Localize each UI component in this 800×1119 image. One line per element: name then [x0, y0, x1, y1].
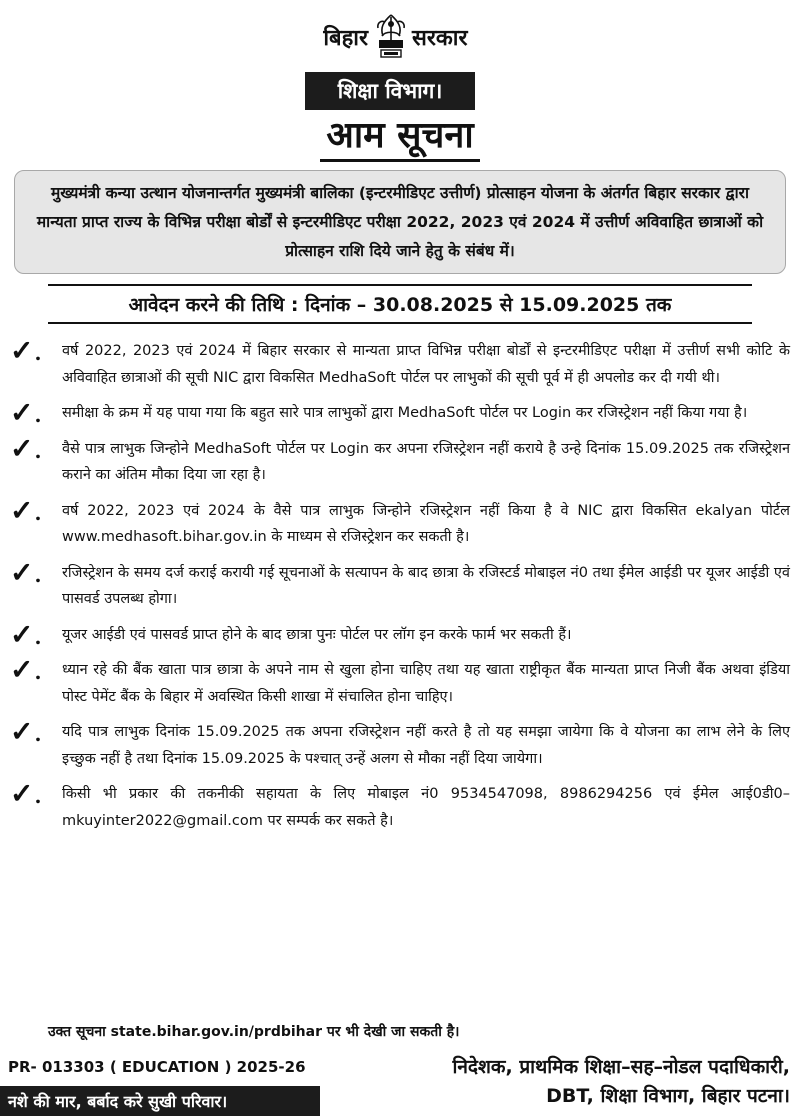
points-list [8, 334, 790, 834]
header-bihar-text: बिहार [323, 26, 368, 51]
point-text: वर्ष 2022, 2023 एवं 2024 के वैसे पात्र लाभुक जिन्होने रजिस्ट्रेशन नहीं किया है वे NIC द्वारा विकसित ekalyan पोर्टल www.medhasoft.bihar.gov.in के माध्यम से रजिस्ट्रेशन कर सकती है। [62, 502, 790, 545]
point-8 [8, 715, 790, 772]
tick-icon: ✓. [10, 431, 42, 465]
notice-title [0, 114, 800, 162]
point-3 [8, 431, 790, 489]
tick-icon: ✓. [10, 493, 42, 527]
slogan-banner: नशे की मार, बर्बाद करे सुखी परिवार। [0, 1086, 320, 1116]
header-sarkar-text: सरकार [412, 26, 468, 51]
point-text: वर्ष 2022, 2023 एवं 2024 में बिहार सरकार से मान्यता प्राप्त विभिन्न परीक्षा बोर्डों से इन्टरमीडिएट परीक्षा में उत्तीर्ण सभी कोटि के अविवाहित छात्राओं की सूची NIC द्वारा विकसित MedhaSoft पोर्टल पर लाभुकों की सूची पूर्व में ही अपलोड कर दी गयी थी। [62, 343, 790, 386]
tick-icon: ✓. [10, 617, 42, 651]
header [0, 8, 800, 60]
signature-line-2: DBT, शिक्षा विभाग, बिहार पटना। [546, 1085, 790, 1107]
point-4 [8, 493, 790, 551]
tick-icon: ✓. [10, 777, 42, 810]
point-text: किसी भी प्रकार की तकनीकी सहायता के लिए मोबाइल नं0 9534547098, 8986294256 एवं ईमेल आई0डी0–mkuyinter2022@gmail.com पर सम्पर्क कर सकते है। [62, 786, 790, 829]
point-6 [8, 617, 790, 651]
notice-title-text: आम सूचना [320, 114, 479, 162]
tick-icon: ✓. [10, 555, 42, 589]
department-banner: शिक्षा विभाग। [305, 72, 475, 110]
tick-icon: ✓. [10, 653, 42, 686]
tick-icon: ✓. [10, 396, 42, 429]
point-7 [8, 653, 790, 710]
application-date: आवेदन करने की तिथि : दिनांक – 30.08.2025 से 15.09.2025 तक [48, 284, 752, 324]
point-text: यूजर आईडी एवं पासवर्ड प्राप्त होने के बाद छात्रा पुनः पोर्टल पर लॉग इन करके फार्म भर सकती हैं। [62, 626, 572, 643]
tick-icon: ✓. [10, 334, 42, 367]
point-2 [8, 396, 790, 429]
point-text: रजिस्ट्रेशन के समय दर्ज कराई करायी गई सूचनाओं के सत्यापन के बाद छात्रा के रजिस्टर्ड मोबाइल नं0 तथा ईमेल आईडी पर यूजर आईडी एवं पासवर्ड उपलब्ध होगा। [62, 564, 790, 607]
point-1 [8, 334, 790, 391]
signature-line-1: निदेशक, प्राथमिक शिक्षा–सह–नोडल पदाधिकारी, [452, 1056, 790, 1078]
point-text: ध्यान रहे की बैंक खाता पात्र छात्रा के अपने नाम से खुला होना चाहिए तथा यह खाता राष्ट्रीकृत बैंक मान्यता प्राप्त निजी बैंक अथवा इंडिया पोस्ट पेमेंट बैंक के बिहार में अवस्थित किसी शाखा में संचालित होना चाहिए। [62, 662, 790, 705]
point-9 [8, 777, 790, 834]
footnote: उक्त सूचना state.bihar.gov.in/prdbihar पर भी देखी जा सकती है। [48, 1024, 460, 1040]
point-5 [8, 555, 790, 613]
pr-code: PR- 013303 ( EDUCATION ) 2025-26 [8, 1058, 306, 1076]
subject-box: मुख्यमंत्री कन्या उत्थान योजनान्तर्गत मुख्यमंत्री बालिका (इन्टरमीडिएट उत्तीर्ण) प्रोत्साहन योजना के अंतर्गत बिहार सरकार द्वारा मान्यता प्राप्त राज्य के विभिन्न परीक्षा बोर्डों से इन्टरमीडिएट परीक्षा 2022, 2023 एवं 2024 में उत्तीर्ण अविवाहित छात्राओं को प्रोत्साहन राशि दिये जाने हेतु के संबंध में। [14, 170, 786, 274]
point-text: वैसे पात्र लाभुक जिन्होने MedhaSoft पोर्टल पर Login कर अपना रजिस्ट्रेशन नहीं कराये है उन्हे दिनांक 15.09.2025 तक रजिस्ट्रेशन कराने का अंतिम मौका दिया जा रहा है। [62, 440, 790, 483]
bihar-emblem-icon [371, 12, 411, 60]
tick-icon: ✓. [10, 715, 42, 748]
point-text: यदि पात्र लाभुक दिनांक 15.09.2025 तक अपना रजिस्ट्रेशन नहीं करते है तो यह समझा जायेगा कि वे योजना का लाभ लेने के लिए इच्छुक नहीं है तथा दिनांक 15.09.2025 के पश्चात् उन्हें अलग से मौका नहीं दिया जायेगा। [62, 724, 790, 767]
signature-block [370, 1053, 790, 1111]
point-text: समीक्षा के क्रम में यह पाया गया कि बहुत सारे पात्र लाभुकों द्वारा MedhaSoft पोर्टल पर Login कर रजिस्ट्रेशन नहीं किया गया है। [62, 405, 748, 421]
